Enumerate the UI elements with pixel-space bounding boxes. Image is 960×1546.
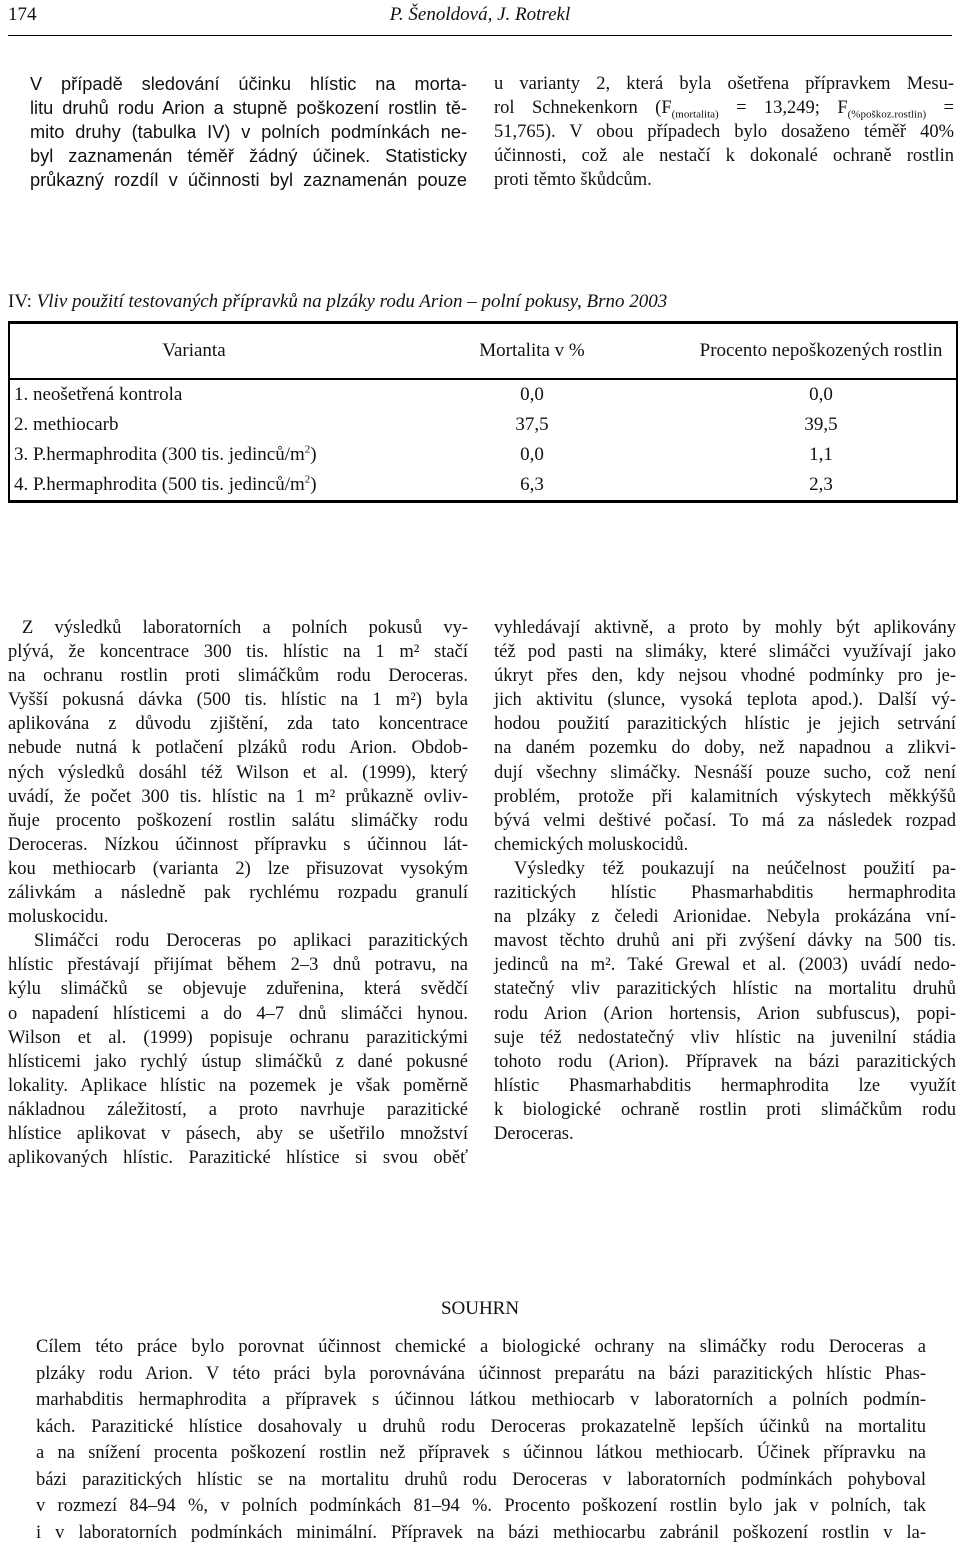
- text-line: kou methiocarb (varianta 2) lze přisuzovat vysokým: [8, 857, 468, 881]
- text-line: a na snížení procenta poškození rostlin než přípravek s účinnou látkou methiocarb. Účinek přípravku na: [36, 1440, 926, 1467]
- text-line: na ochranu rostlin proti slimáčkům rodu Deroceras.: [8, 664, 468, 688]
- cell-undamaged: 0,0: [686, 379, 957, 410]
- cell-variant: 1. neošetřená kontrola: [9, 379, 378, 410]
- text-line-with-subscripts: rol Schnekenkorn ($F_{(mortalita)} = 13,249$; $F_{(\%poškoz.rostlin)}$ =: [494, 96, 954, 120]
- column-header-undamaged: Procento nepoškozených rostlin: [686, 323, 957, 380]
- text-line: úkryt přes den, kdy nejsou vhodné podmínky pro je-: [494, 664, 956, 688]
- table-header-row: [9, 323, 957, 380]
- text-line: aplikována z důvodu zjištění, zda tato koncentrace: [8, 712, 468, 736]
- text-line: proti těmto škůdcům.: [494, 168, 954, 192]
- table-label: IV:: [8, 291, 37, 312]
- text-line: ných výsledků dosáhl též Wilson et al. (1999), který: [8, 761, 468, 785]
- intro-right-paragraph: [494, 72, 954, 192]
- text-line: lokality. Aplikace hlístic na pozemek je však poměrně: [8, 1074, 468, 1098]
- cell-mortality: 0,0: [378, 440, 686, 470]
- cell-variant: 4. P.hermaphrodita (500 tis. jedinců/$m^2$): [9, 470, 378, 502]
- cell-mortality: 0,0: [378, 379, 686, 410]
- subscript: (mortalita): [672, 109, 719, 121]
- text-line: na daném pozemku do doby, než napadnou a zlikvi-: [494, 736, 956, 760]
- text-line: průkazný rozdíl v účinnosti byl zaznamenán pouze: [30, 168, 467, 192]
- text-line: 51,765). V obou případech bylo dosaženo téměř 40%: [494, 120, 954, 144]
- text-line: u varianty 2, která byla ošetřena přípravkem Mesu-: [494, 72, 954, 96]
- column-header-mortality: Mortalita v %: [378, 323, 686, 380]
- text-line: litu druhů rodu Arion a stupně poškození rostlin tě-: [30, 96, 467, 120]
- text-line: Deroceras.: [494, 1122, 956, 1146]
- text-line: hlístic přestávají přijímat během 2–3 dnů potravu, na: [8, 953, 468, 977]
- text-line: V případě sledování účinku hlístic na morta-: [30, 72, 467, 96]
- subscript: (%poškoz.rostlin): [848, 109, 927, 121]
- text-line: problém, protože při kalamitních výskytech měkkýšů: [494, 785, 956, 809]
- page-number: 174: [8, 4, 37, 26]
- text-line: hlístic Phasmarhabditis hermaphrodita lze využít: [494, 1074, 956, 1098]
- text-line: byl zaznamenán téměř žádný účinek. Statisticky: [30, 144, 467, 168]
- results-table: [8, 321, 958, 503]
- text-line: kýlu slimáčků se objevuje zduřenina, která svědčí: [8, 977, 468, 1001]
- text-line: plzáky rodu Arion. V této práci byla porovnávána účinnost preparátu na bázi parazitických hlístic Phas-: [36, 1361, 926, 1388]
- text-line: statečný vliv parazitických hlístic na mortalitu druhů: [494, 977, 956, 1001]
- cell-undamaged: 39,5: [686, 410, 957, 440]
- body-left-column: [8, 616, 468, 1170]
- text-line: v rozmezí 84–94 %, v polních podmínkách 81–94 %. Procento poškození rostlin bylo jak v polních, tak: [36, 1493, 926, 1520]
- table-row: [9, 440, 957, 470]
- text-line: aplikovaných hlístic. Parazitické hlístice si svou oběť: [8, 1146, 468, 1170]
- paragraph: [494, 857, 956, 1146]
- text-line: marhabditis hermaphrodita a přípravek s účinnou látkou methiocarb v laboratorních a polních podmín-: [36, 1387, 926, 1414]
- text-line: suje též nedostatečný vliv hlístic na juvenilní stádia: [494, 1026, 956, 1050]
- running-head-authors: P. Šenoldová, J. Rotrekl: [0, 4, 960, 26]
- text-line: i v laboratorních podmínkách minimální. Přípravek na bázi methiocarbu zabránil poškození rostlin v la-: [36, 1520, 926, 1546]
- text-line: bázi parazitických hlístic se na mortalitu druhů rodu Deroceras v laboratorních podmínkách pohyboval: [36, 1467, 926, 1494]
- text-line: účinnosti, což ale nestačí k dokonalé ochraně rostlin: [494, 144, 954, 168]
- text-line: Cílem této práce bylo porovnat účinnost chemické a biologické ochrany na slimáčky rodu Deroceras a: [36, 1334, 926, 1361]
- text-line: kách. Parazitické hlístice dosahovaly u druhů rodu Deroceras prokazatelně lepších účinků na mortalitu: [36, 1414, 926, 1441]
- text-line: hlísticemi jako rychlý ústup slimáčků z dané pokusné: [8, 1050, 468, 1074]
- column-header-variant: Varianta: [9, 323, 378, 380]
- paragraph: [494, 616, 956, 857]
- text-line: jedinců na m². Také Grewal et al. (2003) uvádí nedo-: [494, 953, 956, 977]
- table-row: [9, 379, 957, 410]
- text-line: bývá velmi deštivé počasí. To má za následek rozpad: [494, 809, 956, 833]
- summary-paragraph: [36, 1334, 926, 1546]
- text-line: plývá, že koncentrace 300 tis. hlístic na 1 m² stačí: [8, 640, 468, 664]
- text-line: na plzáky z čeledi Arionidae. Nebyla prokázána vní-: [494, 905, 956, 929]
- cell-mortality: 37,5: [378, 410, 686, 440]
- cell-variant: 2. methiocarb: [9, 410, 378, 440]
- text-line: k biologické ochraně rostlin proti slimáčkům rodu: [494, 1098, 956, 1122]
- text-line: rodu Arion (Arion hortensis, Arion subfuscus), popi-: [494, 1002, 956, 1026]
- text-line: mito druhy (tabulka IV) v polních podmínkách ne-: [30, 120, 467, 144]
- paragraph: [8, 929, 468, 1170]
- cell-variant: 3. P.hermaphrodita (300 tis. jedinců/$m^2$): [9, 440, 378, 470]
- text-line: hlístice aplikovat v pásech, aby se ušetřilo množství: [8, 1122, 468, 1146]
- text-line: jich aktivitu (slunce, vysoká teplota apod.). Další vý-: [494, 688, 956, 712]
- header-rule: [8, 35, 952, 36]
- text-line: vyhledávají aktivně, a proto by mohly být aplikovány: [494, 616, 956, 640]
- table-caption: [8, 291, 667, 313]
- text-line: nákladnou záležitostí, a proto navrhuje parazitické: [8, 1098, 468, 1122]
- intro-left-paragraph: [30, 72, 467, 192]
- cell-undamaged: 2,3: [686, 470, 957, 502]
- text-line: též pod pasti na slimáky, které slimáčci využívají jako: [494, 640, 956, 664]
- table-row: [9, 410, 957, 440]
- text-line: tohoto rodu (Arion). Přípravek na bázi parazitických: [494, 1050, 956, 1074]
- text-line: Slimáčci rodu Deroceras po aplikaci parazitických: [8, 929, 468, 953]
- text-line: Wilson et al. (1999) popisuje ochranu parazitickými: [8, 1026, 468, 1050]
- summary-heading: SOUHRN: [0, 1298, 960, 1320]
- text-line: moluskocidu.: [8, 905, 468, 929]
- text-line: uvádí, že počet 300 tis. hlístic na 1 m² průkazně ovliv-: [8, 785, 468, 809]
- text-line: ňuje procento poškození rostlin salátu slimáčky rodu: [8, 809, 468, 833]
- cell-mortality: 6,3: [378, 470, 686, 502]
- text-line: mavost těchto druhů ani při zvýšení dávky na 500 tis.: [494, 929, 956, 953]
- text-line: hodou použití parazitických hlístic je jejich setrvání: [494, 712, 956, 736]
- text-line: Deroceras. Nízkou účinnost přípravku s účinnou lát-: [8, 833, 468, 857]
- paragraph: [8, 616, 468, 929]
- text-line: Vyšší pokusná dávka (500 tis. hlístic na 1 m²) byla: [8, 688, 468, 712]
- text-line: zálivkám a následně pak rychlému rozpadu granulí: [8, 881, 468, 905]
- text-line: Z výsledků laboratorních a polních pokusů vy-: [8, 616, 468, 640]
- body-right-column: [494, 616, 956, 1146]
- table-title: Vliv použití testovaných přípravků na plzáky rodu Arion – polní pokusy, Brno 2003: [37, 291, 668, 312]
- text-line: nebude nutná k potlačení plzáků rodu Arion. Obdob-: [8, 736, 468, 760]
- cell-undamaged: 1,1: [686, 440, 957, 470]
- text-line: o napadení hlísticemi a do 4–7 dnů slimáčci hynou.: [8, 1002, 468, 1026]
- text-line: dují všechny slimáčky. Nesnáší pouze sucho, což není: [494, 761, 956, 785]
- text-line: Výsledky též poukazují na neúčelnost použití pa-: [494, 857, 956, 881]
- table-row: [9, 470, 957, 502]
- text-line: chemických moluskocidů.: [494, 833, 956, 857]
- text-line: razitických hlístic Phasmarhabditis hermaphrodita: [494, 881, 956, 905]
